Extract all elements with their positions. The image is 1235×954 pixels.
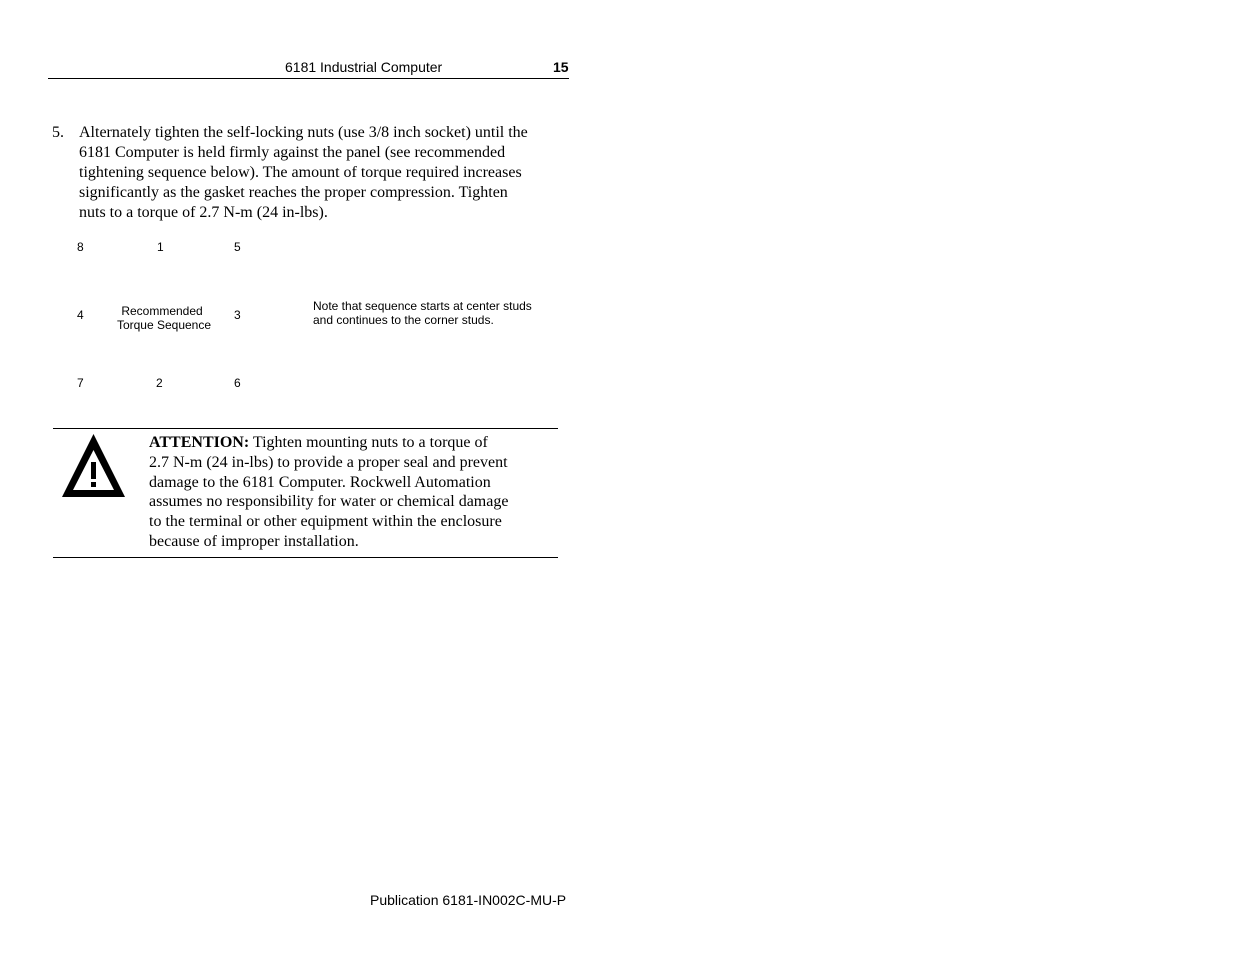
torque-sequence-diagram <box>0 0 600 420</box>
attention-text-line: assumes no responsibility for water or chemical damage <box>149 493 509 511</box>
attention-text-segment: Tighten mounting nuts to a torque of <box>249 434 488 451</box>
stud-label-top-center: 1 <box>157 240 164 254</box>
diagram-note-line: and continues to the corner studs. <box>313 313 494 327</box>
step-text-line: 6181 Computer is held firmly against the panel (see recommended <box>79 144 506 161</box>
attention-text <box>149 433 549 552</box>
header-title: 6181 Industrial Computer <box>285 59 443 75</box>
diagram-caption-line: Torque Sequence <box>116 318 212 332</box>
diagram-note <box>313 299 532 327</box>
warning-triangle-icon <box>61 433 126 499</box>
step-text-line: significantly as the gasket reaches the proper compression. Tighten <box>79 184 508 201</box>
attention-text-line: to the terminal or other equipment within the enclosure <box>149 513 502 531</box>
step-text-line: nuts to a torque of 2.7 N-m (24 in-lbs). <box>79 204 328 221</box>
step-number: 5. <box>52 124 64 141</box>
attention-label: ATTENTION: <box>149 434 250 451</box>
step-text-line: Alternately tighten the self-locking nuts (use 3/8 inch socket) until the <box>79 124 528 141</box>
stud-label-bottom-center: 2 <box>156 376 163 390</box>
step-text-line: tightening sequence below). The amount of torque required increases <box>79 164 522 181</box>
diagram-caption-line: Recommended <box>121 304 203 318</box>
stud-label-middle-right: 3 <box>234 308 241 322</box>
attention-rule-top <box>53 428 558 429</box>
diagram-caption <box>102 304 222 332</box>
footer-publication: Publication 6181-IN002C-MU-P <box>370 892 567 908</box>
attention-text-line <box>149 433 549 453</box>
stud-label-bottom-right: 6 <box>234 376 241 390</box>
attention-text-line: damage to the 6181 Computer. Rockwell Automation <box>149 473 491 491</box>
diagram-note-line: Note that sequence starts at center studs <box>313 299 532 313</box>
attention-rule-bottom <box>53 557 558 558</box>
stud-label-top-right: 5 <box>234 240 241 254</box>
stud-label-middle-left: 4 <box>77 308 84 322</box>
stud-label-top-left: 8 <box>77 240 84 254</box>
stud-label-bottom-left: 7 <box>77 376 84 390</box>
attention-text-line: 2.7 N-m (24 in-lbs) to provide a proper seal and prevent <box>149 453 508 471</box>
page-number: 15 <box>553 59 569 75</box>
attention-text-line: because of improper installation. <box>149 532 359 550</box>
